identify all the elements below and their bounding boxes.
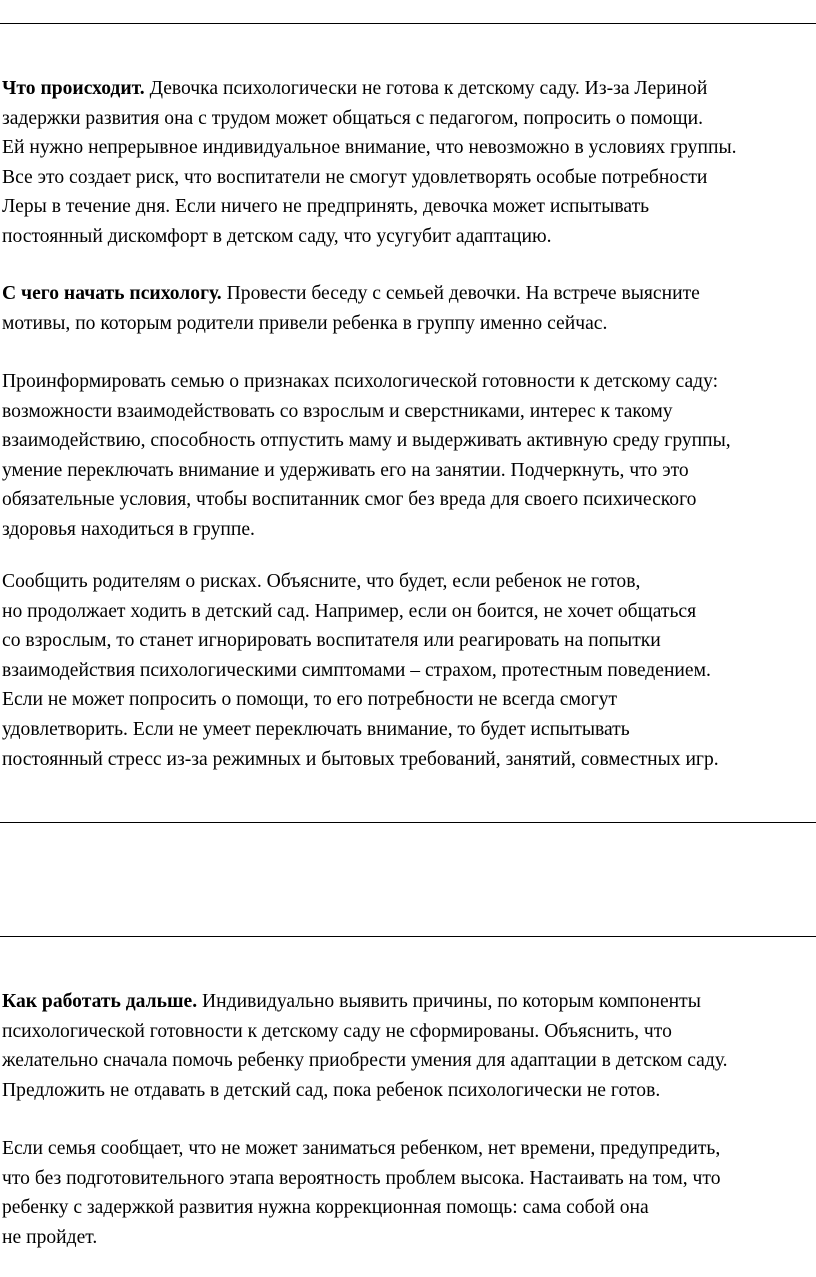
text-line: обязательные условия, чтобы воспитанник смог без вреда для своего психического bbox=[2, 489, 697, 511]
line-text: Индивидуально выявить причины, по которым компоненты bbox=[197, 991, 701, 1012]
text-line: Проинформировать семью о признаках психологической готовности к детскому саду: bbox=[2, 371, 719, 392]
paragraph-lead: С чего начать психологу. bbox=[2, 283, 222, 304]
text-line: но продолжает ходить в детский сад. Например, если он боится, не хочет общаться bbox=[2, 600, 697, 622]
paragraph-where-to-start bbox=[2, 279, 814, 338]
text-line: мотивы, по которым родители привели ребенка в группу именно сейчас. bbox=[2, 312, 608, 334]
section-divider bbox=[0, 936, 816, 937]
text-line: Сообщить родителям о рисках. Объясните, что будет, если ребенок не готов, bbox=[2, 571, 641, 592]
text-line: здоровья находиться в группе. bbox=[2, 518, 255, 540]
text-line bbox=[2, 987, 814, 1017]
text-line: Если не может попросить о помощи, то его потребности не всегда смогут bbox=[2, 689, 618, 711]
paragraph-inform-family bbox=[2, 367, 814, 545]
text-line: Леры в течение дня. Если ничего не предпринять, девочка может испытывать bbox=[2, 196, 650, 218]
text-line bbox=[2, 74, 814, 104]
text-line: взаимодействию, способность отпустить маму и выдерживать активную среду группы, bbox=[2, 430, 731, 452]
text-line: что без подготовительного этапа вероятность проблем высока. Настаивать на том, что bbox=[2, 1167, 721, 1189]
text-line: Предложить не отдавать в детский сад, пока ребенок психологически не готов. bbox=[2, 1079, 661, 1101]
text-line: постоянный дискомфорт в детском саду, что усугубит адаптацию. bbox=[2, 225, 552, 247]
paragraph-lead: Как работать дальше. bbox=[2, 991, 198, 1012]
text-line: ребенку с задержкой развития нужна коррекционная помощь: сама собой она bbox=[2, 1197, 649, 1219]
top-divider bbox=[0, 23, 816, 24]
text-line: не пройдет. bbox=[2, 1226, 98, 1248]
text-line: умение переключать внимание и удерживать его на занятии. Подчеркнуть, что это bbox=[2, 459, 689, 481]
text-line: психологической готовности к детскому саду не сформированы. Объяснить, что bbox=[2, 1020, 672, 1042]
text-line: Все это создает риск, что воспитатели не смогут удовлетворять особые потребности bbox=[2, 166, 708, 188]
paragraph-risks bbox=[2, 567, 814, 774]
paragraph-what-happens bbox=[2, 74, 814, 252]
paragraph-family-no-time bbox=[2, 1134, 814, 1252]
text-line: возможности взаимодействовать со взрослым и сверстниками, интерес к такому bbox=[2, 400, 673, 422]
text-line: взаимодействия психологическими симптомами – страхом, протестным поведением. bbox=[2, 659, 711, 681]
text-line: удовлетворить. Если не умеет переключать внимание, то будет испытывать bbox=[2, 718, 630, 740]
section-divider bbox=[0, 822, 816, 823]
text-line: Ей нужно непрерывное индивидуальное внимание, что невозможно в условиях группы. bbox=[2, 137, 737, 159]
text-line: желательно сначала помочь ребенку приобрести умения для адаптации в детском саду. bbox=[2, 1050, 728, 1072]
text-line bbox=[2, 279, 814, 309]
text-line: Если семья сообщает, что не может заниматься ребенком, нет времени, предупредить, bbox=[2, 1138, 721, 1159]
paragraph-next-steps bbox=[2, 987, 814, 1105]
line-text: Провести беседу с семьей девочки. На встрече выясните bbox=[221, 283, 700, 304]
text-line: постоянный стресс из-за режимных и бытовых требований, занятий, совместных игр. bbox=[2, 748, 719, 770]
line-text: Девочка психологически не готова к детскому саду. Из-за Лериной bbox=[144, 78, 708, 99]
text-line: со взрослым, то станет игнорировать воспитателя или реагировать на попытки bbox=[2, 630, 661, 652]
paragraph-lead: Что происходит. bbox=[2, 78, 145, 99]
text-line: задержки развития она с трудом может общаться с педагогом, попросить о помощи. bbox=[2, 107, 704, 129]
